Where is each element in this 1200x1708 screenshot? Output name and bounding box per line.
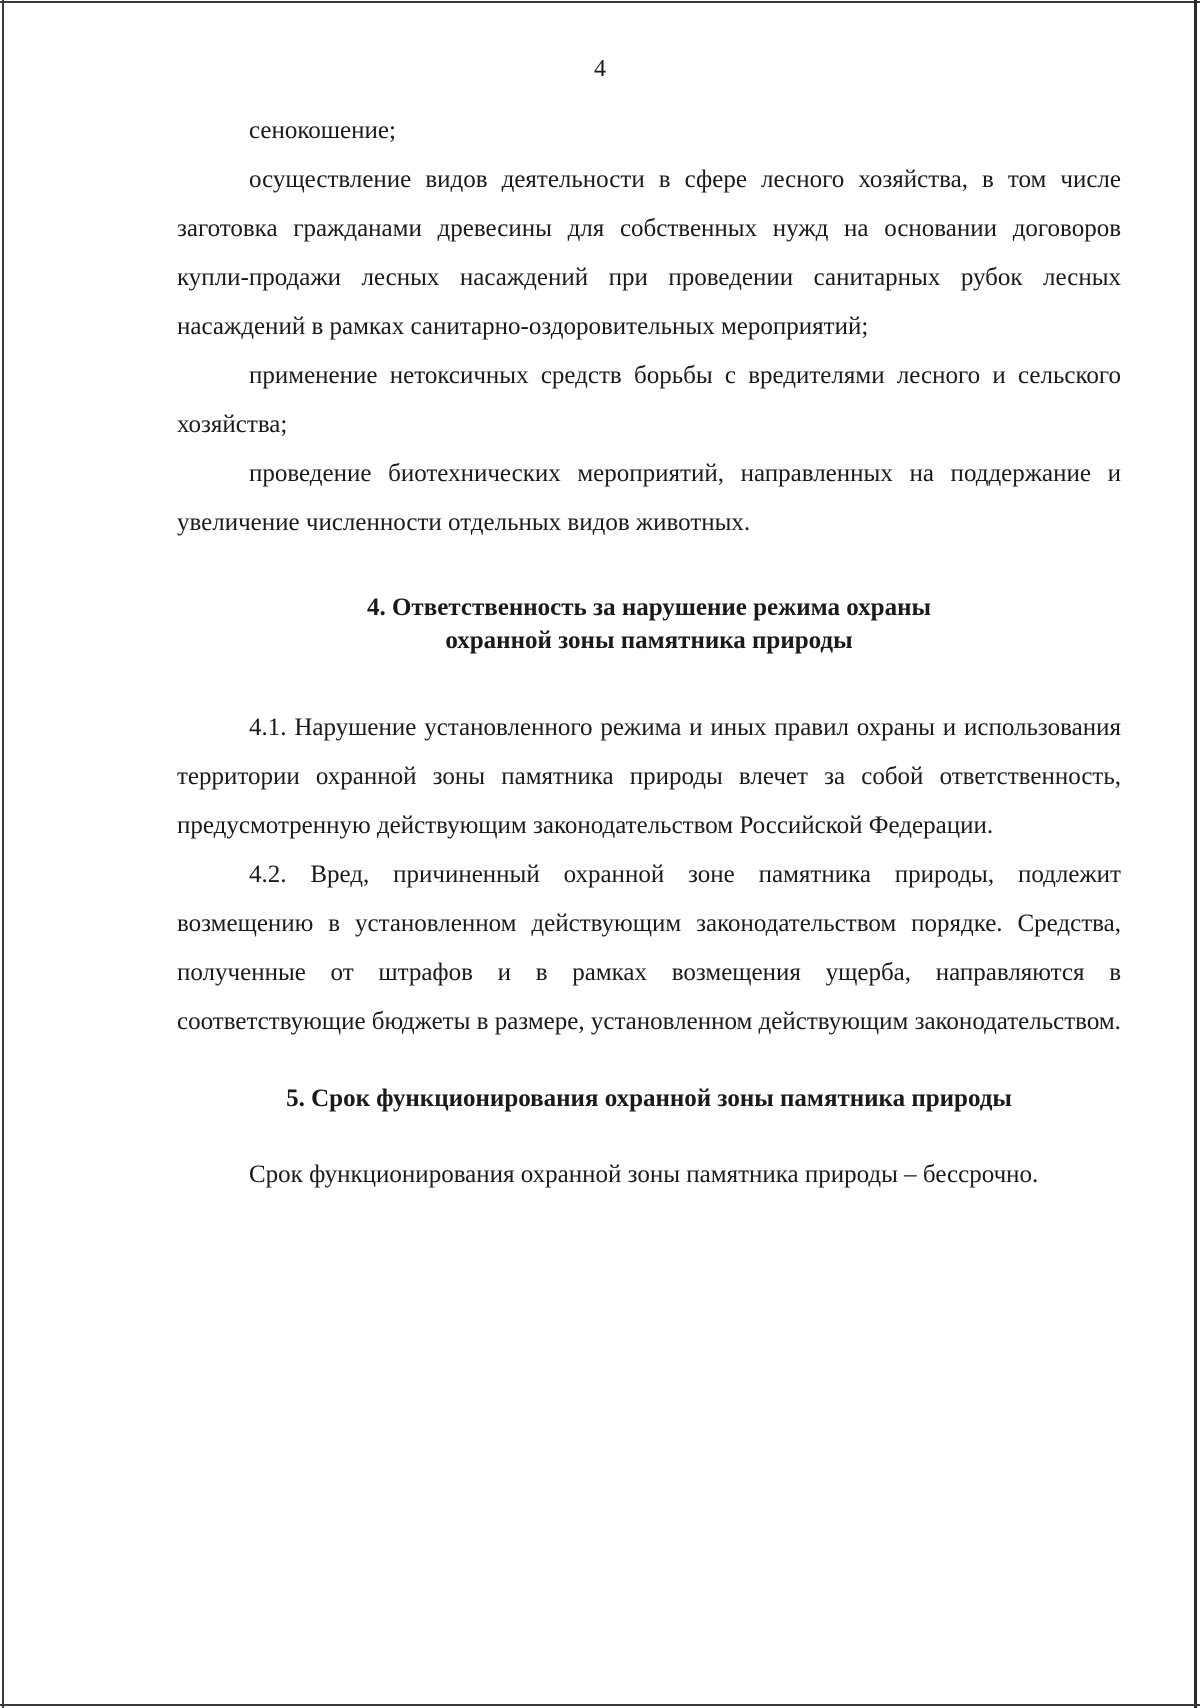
paragraph-4-1: 4.1. Нарушение установленного режима и иных правил охраны и использования территории охранной зоны памятника природы влечет за собой ответственность, предусмотренную действующим законодательством Российской Федерации. [177,714,1121,839]
scan-border-left [2,0,4,1708]
scan-border-bottom [0,1704,1200,1706]
section-4-heading-line-1: 4. Ответственность за нарушение режима охраны [366,594,931,621]
list-item-forestry-activities: осуществление видов деятельности в сфере лесного хозяйства, в том числе заготовка гражданами древесины для собственных нужд на основании договоров купли-продажи лесных насаждений при проведении санитарных рубок лесных насаждений в рамках санитарно-оздоровительных мероприятий; [177,166,1121,340]
page-number: 4 [594,56,606,82]
list-item-pest-control: применение нетоксичных средств борьбы с вредителями лесного и сельского хозяйства; [177,362,1121,438]
list-item-haymaking: сенокошение; [249,117,396,144]
document-body [177,106,1121,1199]
paragraph-5: Срок функционирования охранной зоны памятника природы – бессрочно. [249,1161,1039,1188]
section-4-heading-line-2: охранной зоны памятника природы [445,627,853,654]
scan-border-right [1194,0,1197,1708]
paragraph-4-2: 4.2. Вред, причиненный охранной зоне памятника природы, подлежит возмещению в установленном действующим законодательством порядке. Средства, полученные от штрафов и в рамках возмещения ущерба, направляются в соответствующие бюджеты в размере, установленном действующим законодательством. [177,861,1121,1035]
section-5-heading: 5. Срок функционирования охранной зоны памятника природы [286,1085,1012,1112]
section-4-heading [177,591,1121,657]
list-item-biotechnical-measures: проведение биотехнических мероприятий, направленных на поддержание и увеличение численности отдельных видов животных. [177,460,1121,536]
scan-border-top [0,1,1200,3]
